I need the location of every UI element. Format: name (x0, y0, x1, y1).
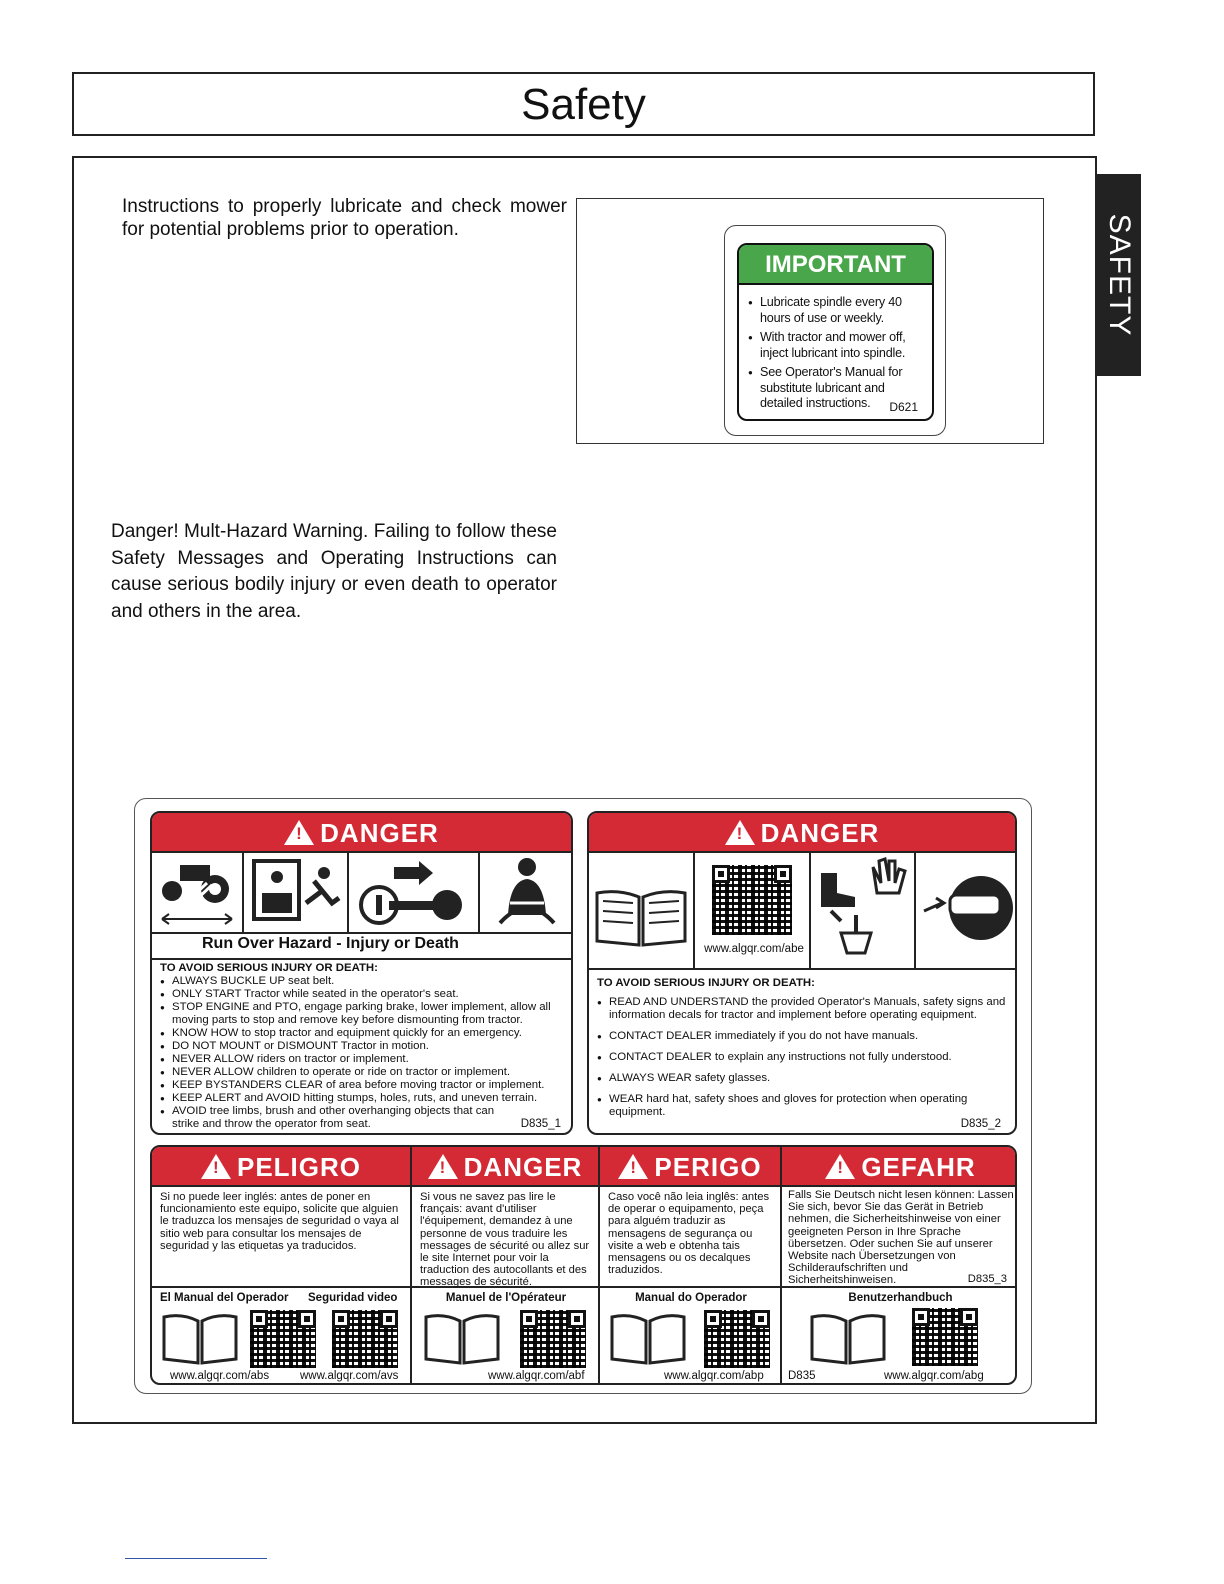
decal-code: D835 (788, 1370, 816, 1382)
operator-manual-book-icon (608, 1307, 688, 1367)
lang-text-de: Falls Sie Deutsch nicht lesen können: Lassen Sie sich, bevor Sie das Gerät in Betrieb nehmen, die Sicherheitshinweise von einer geeigneten Person in Ihre Sprache übersetzen. Oder suchen Sie auf unserer Website nach Übersetzungen von Schilderaufschriften und Sicherheitshinweisen. (788, 1189, 1014, 1287)
danger-right-intro: TO AVOID SERIOUS INJURY OR DEATH: (597, 977, 815, 989)
qr-code-abp[interactable] (704, 1310, 770, 1368)
danger-right-code: D835_2 (960, 1118, 1001, 1130)
danger-left-list (160, 962, 570, 1131)
lang-url-es-video: www.algqr.com/avs (300, 1370, 399, 1382)
lang-code-de: D835_3 (967, 1273, 1007, 1285)
lang-label-pt-manual: Manual do Operador (635, 1292, 747, 1304)
hazard-title: Run Over Hazard - Injury or Death (202, 935, 459, 952)
important-bullet: ● Lubricate spindle every 40 hours of use or weekly. (748, 295, 928, 326)
qr-code-abg[interactable] (912, 1308, 978, 1366)
danger-left-item: ● DO NOT MOUNT or DISMOUNT Tractor in motion. (160, 1040, 570, 1053)
lang-heading-es: !PELIGRO (152, 1147, 410, 1187)
danger-left-intro: TO AVOID SERIOUS INJURY OR DEATH: (160, 962, 378, 974)
qr-code-abs[interactable] (250, 1310, 316, 1368)
danger-right-item: ● ALWAYS WEAR safety glasses. (597, 1072, 1012, 1085)
lang-text-fr: Si vous ne savez pas lire le français: avant d'utiliser l'équipement, demandez à une personne de vous traduire les messages de sécurité ou allez sur le site Internet pour voir la traduction des autocollants et des messages de sécurité. (420, 1191, 590, 1289)
lang-label-es-manual: El Manual del Operador (160, 1292, 289, 1304)
lang-text-pt: Caso você não leia inglês: antes de operar o equipamento, peça para alguém traduzir as mensagens de segurança ou visite a web e obtenha tais mensagens ou os decalques traduzidos. (608, 1191, 770, 1277)
lang-label-es-video: Seguridad video (308, 1292, 398, 1304)
danger-left-item: ● KEEP BYSTANDERS CLEAR of area before moving tractor or implement. (160, 1079, 570, 1092)
qr-code-avs[interactable] (332, 1310, 398, 1368)
page-title: Safety (521, 80, 646, 129)
danger-panel-manuals (587, 811, 1017, 1135)
lang-text-es: Si no puede leer inglés: antes de poner en funcionamiento este equipo, solicite que alguien le traduzca los mensajes de seguridad o vaya al sitio web para consultar los mensajes de seguridad y las etiquetas ya traducidos. (160, 1191, 399, 1252)
danger-left-code: D835_1 (520, 1118, 561, 1130)
lang-label-fr-manual: Manuel de l'Opérateur (445, 1292, 567, 1304)
operator-manual-book-icon (589, 853, 695, 968)
multi-hazard-warning-text: Danger! Mult-Hazard Warning. Failing to follow these Safety Messages and Operating Instructions can cause serious bodily injury or even death to operator and others in the area. (111, 521, 557, 622)
danger-left-item: ● NEVER ALLOW riders on tractor or implement. (160, 1053, 570, 1066)
operator-manual-book-icon (160, 1307, 240, 1367)
danger-left-item: ● ONLY START Tractor while seated in the operator's seat. (160, 988, 570, 1001)
important-heading: IMPORTANT (739, 245, 932, 285)
danger-left-item: ● KNOW HOW to stop tractor and equipment quickly for an emergency. (160, 1027, 570, 1040)
lang-heading-fr: !DANGER (412, 1147, 598, 1187)
remove-key-icon (349, 853, 480, 932)
operator-manual-book-icon (422, 1307, 502, 1367)
run-over-pictogram-icon (152, 853, 244, 932)
important-bullet: ● See Operator's Manual for substitute lubricant and detailed instructions. (748, 365, 928, 412)
danger-header (152, 813, 571, 853)
side-tab-label: SAFETY (1103, 213, 1136, 337)
safety-glasses-icon (916, 853, 1017, 968)
danger-heading: DANGER (320, 818, 439, 848)
qr-code-icon (712, 865, 792, 935)
lang-url-de: www.algqr.com/abg (884, 1370, 984, 1382)
footer-line (125, 1558, 267, 1559)
qr-code-abe[interactable] (695, 853, 811, 968)
danger-left-item: ● KEEP ALERT and AVOID hitting stumps, holes, ruts, and uneven terrain. (160, 1092, 570, 1105)
side-tab (1097, 174, 1141, 376)
lang-url-fr: www.algqr.com/abf (488, 1370, 585, 1382)
danger-right-item: ● CONTACT DEALER immediately if you do not have manuals. (597, 1030, 1012, 1043)
pictogram-row (152, 853, 571, 932)
danger-left-item: ● NEVER ALLOW children to operate or ride on tractor or implement. (160, 1066, 570, 1079)
safety-shoes-gloves-icon (811, 853, 916, 968)
qr-code-abf[interactable] (520, 1310, 586, 1368)
operator-manual-book-icon (808, 1307, 888, 1367)
lang-heading-de: !GEFAHR (782, 1147, 1017, 1187)
danger-right-item: ● READ AND UNDERSTAND the provided Operator's Manuals, safety signs and information decals for tractor and implement before operating equipment. (597, 996, 1012, 1022)
lubrication-instructions-text: Instructions to properly lubricate and check mower for potential problems prior to operation. (122, 196, 567, 240)
page-title-box (72, 72, 1095, 136)
danger-panel-run-over (150, 811, 573, 1135)
lang-url-pt: www.algqr.com/abp (664, 1370, 764, 1382)
lang-url-es-manual: www.algqr.com/abs (170, 1370, 270, 1382)
danger-left-item: ● ALWAYS BUCKLE UP seat belt. (160, 975, 570, 988)
warning-triangle-icon (284, 820, 314, 845)
lang-heading-pt: !PERIGO (600, 1147, 780, 1187)
danger-heading: DANGER (760, 818, 880, 848)
rollover-thrown-operator-icon (244, 853, 349, 932)
important-bullets (748, 295, 928, 412)
danger-left-item: ● STOP ENGINE and PTO, engage parking brake, lower implement, allow all moving parts to stop and remove key before dismounting from tractor. (160, 1001, 570, 1027)
important-bullet: ● With tractor and mower off, inject lubricant into spindle. (748, 330, 928, 361)
seat-belt-icon (480, 853, 573, 932)
warning-triangle-icon (725, 820, 755, 845)
multilingual-panel (150, 1145, 1017, 1385)
danger-right-item: ● CONTACT DEALER to explain any instructions not fully understood. (597, 1051, 1012, 1064)
pictogram-row (589, 853, 1015, 968)
danger-header (589, 813, 1015, 853)
danger-left-item: ● AVOID tree limbs, brush and other overhanging objects that can strike and throw the operator from seat. (160, 1105, 570, 1131)
important-code: D621 (889, 400, 918, 414)
danger-right-item: ● WEAR hard hat, safety shoes and gloves for protection when operating equipment. (597, 1093, 1012, 1119)
important-decal (737, 243, 934, 421)
qr-url: www.algqr.com/abe (704, 943, 804, 955)
danger-right-list (597, 977, 1012, 1119)
lang-label-de-manual: Benutzerhandbuch (848, 1292, 953, 1304)
